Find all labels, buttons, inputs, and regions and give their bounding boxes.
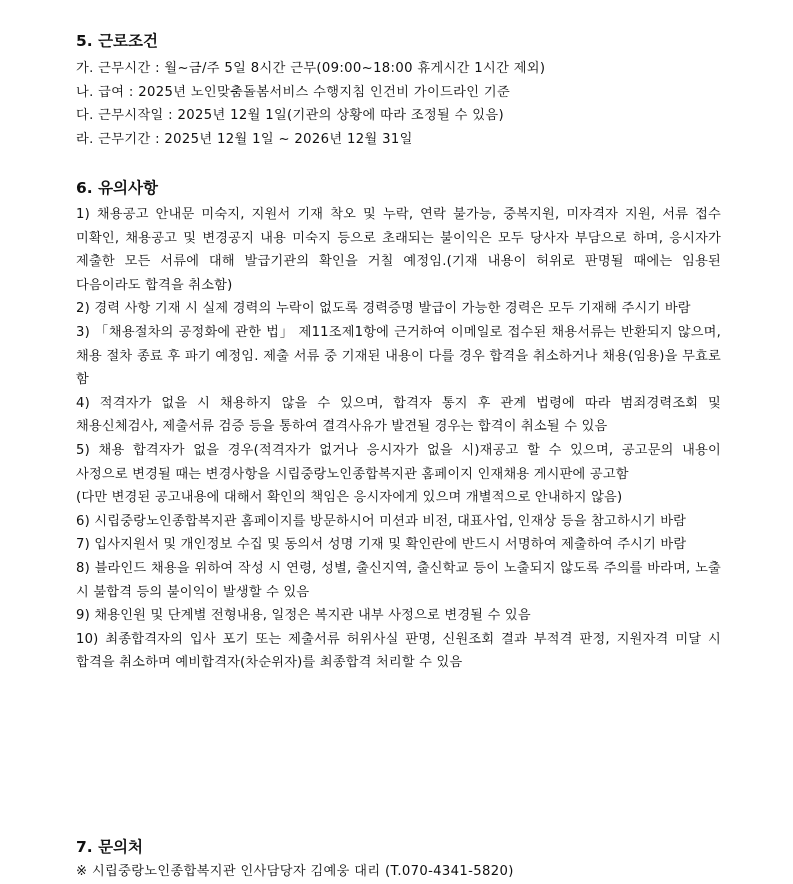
notes-list: [76, 203, 721, 675]
note-item: 4) 적격자가 없을 시 채용하지 않을 수 있으며, 합격자 통지 후 관계 법령에 따라 범죄경력조회 및 채용신체검사, 제출서류 검증 등을 통하여 결격사유가 발견될 경우는 합격이 취소될 수 있음: [76, 395, 721, 435]
note-item: (다만 변경된 공고내용에 대해서 확인의 책임은 응시자에게 있으며 개별적으로 안내하지 않음): [76, 490, 623, 506]
section-heading-conditions: 5. 근로조건: [76, 32, 158, 50]
note-item: 7) 입사지원서 및 개인정보 수집 및 동의서 성명 기재 및 확인란에 반드시 서명하여 제출하여 주시기 바람: [76, 537, 687, 553]
note-item: 8) 블라인드 채용을 위하여 작성 시 연령, 성별, 출신지역, 출신학교 등이 노출되지 않도록 주의를 바라며, 노출 시 불합격 등의 불이익이 발생할 수 있음: [76, 560, 721, 600]
section-heading-notes: 6. 유의사항: [76, 179, 158, 197]
note-item: 6) 시립중랑노인종합복지관 홈페이지를 방문하시어 미션과 비전, 대표사업, 인재상 등을 참고하시기 바람: [76, 513, 687, 529]
note-item: 10) 최종합격자의 입사 포기 또는 제출서류 허위사실 판명, 신원조회 결과 부적격 판정, 지원자격 미달 시 합격을 취소하며 예비합격자(차순위자)를 최종합격 처리할 수 있음: [76, 631, 721, 671]
condition-salary: 나. 급여 : 2025년 노인맞춤돌봄서비스 수행지침 인건비 가이드라인 기준: [76, 84, 511, 100]
condition-work-period: 라. 근무기간 : 2025년 12월 1일 ~ 2026년 12월 31일: [76, 131, 413, 147]
note-item: 1) 채용공고 안내문 미숙지, 지원서 기재 착오 및 누락, 연락 불가능, 중복지원, 미자격자 지원, 서류 접수 미확인, 채용공고 및 변경공지 내용 미숙지 등으로 초래되는 불이익은 모두 당사자 부담으로 하며, 응시자가 제출한 모든 서류에 대해 발급기관의 확인을 거칠 예정임.(기재 내용이 허위로 판명될 때에는 임용된 다음이라도 합격을 취소함): [76, 207, 721, 293]
note-item: 2) 경력 사항 기재 시 실제 경력의 누락이 없도록 경력증명 발급이 가능한 경력은 모두 기재해 주시기 바람: [76, 301, 691, 317]
contact-info: ※ 시립중랑노인종합복지관 인사담당자 김예웅 대리 (T.070-4341-5820): [76, 864, 514, 879]
condition-working-hours: 가. 근무시간 : 월~금/주 5일 8시간 근무(09:00~18:00 휴게시간 1시간 제외): [76, 61, 546, 76]
note-item: 9) 채용인원 및 단계별 전형내용, 일정은 복지관 내부 사정으로 변경될 수 있음: [76, 608, 531, 624]
conditions-list: [76, 57, 545, 151]
condition-start-date: 다. 근무시작일 : 2025년 12월 1일(기관의 상황에 따라 조정될 수 있음): [76, 108, 504, 124]
note-item: 5) 채용 합격자가 없을 경우(적격자가 없거나 응시자가 없을 시)재공고 할 수 있으며, 공고문의 내용이 사정으로 변경될 때는 변경사항을 시립중랑노인종합복지관 홈페이지 인재채용 게시판에 공고함: [76, 442, 721, 482]
section-heading-contact: 7. 문의처: [76, 838, 143, 856]
note-item: 3) 「채용절차의 공정화에 관한 법」 제11조제1항에 근거하여 이메일로 접수된 채용서류는 반환되지 않으며, 채용 절차 종료 후 파기 예정임. 제출 서류 중 기재된 내용이 다를 경우 합격을 취소하거나 채용(임용)을 무효로 함: [76, 324, 721, 388]
